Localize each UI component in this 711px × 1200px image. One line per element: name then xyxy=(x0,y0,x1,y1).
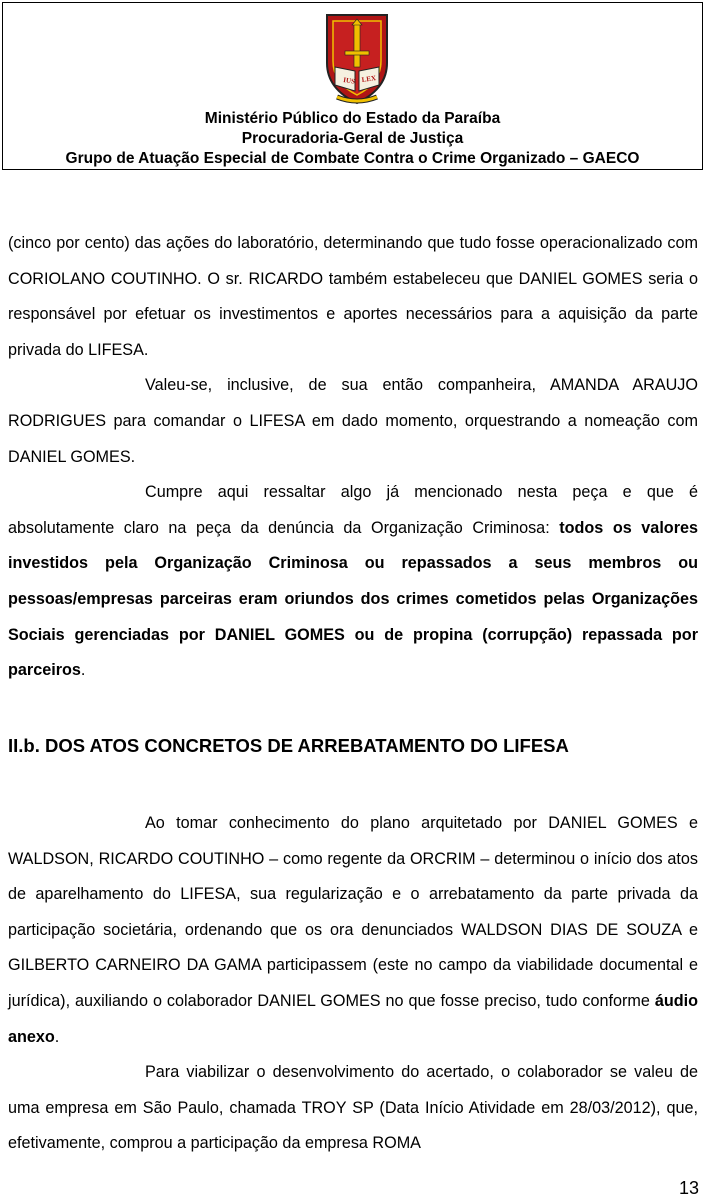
page-number: 13 xyxy=(678,1178,699,1198)
svg-text:LEX: LEX xyxy=(361,74,377,84)
mp-seal-icon xyxy=(321,11,393,107)
paragraph-4-bold: áudio anexo xyxy=(8,991,698,1046)
header-procuradoria: Procuradoria-Geral de Justiça xyxy=(241,130,464,147)
lower-text-block xyxy=(8,806,698,1162)
paragraph-5: Para viabilizar o desenvolvimento do acertado, o colaborador se valeu de uma empresa em São Paulo, chamada TROY SP (Data Início Atividade em 28/03/2012), que, efetivamente, comprou a participação da empresa ROMA xyxy=(8,1063,698,1153)
paragraph-4-text: Ao tomar conhecimento do plano arquitetado por DANIEL GOMES e WALDSON, RICARDO COUTINHO – como regente da ORCRIM – determinou o início dos atos de aparelhamento do LIFESA, sua regularização e o arrebatamento da parte privada da participação societária, ordenando que os ora denunciados WALDSON DIAS DE SOUZA e GILBERTO CARNEIRO DA GAMA participassem (este no campo da viabilidade documental e jurídica), auxiliando o colaborador DANIEL GOMES no que fosse preciso, tudo conforme xyxy=(8,814,698,1010)
letterhead xyxy=(2,2,703,170)
section-heading: II.b. DOS ATOS CONCRETOS DE ARREBATAMENTO DO LIFESA xyxy=(8,735,569,756)
paragraph-2: Valeu-se, inclusive, de sua então companheira, AMANDA ARAUJO RODRIGUES para comandar o LIFESA em dado momento, orquestrando a nomeação com DANIEL GOMES. xyxy=(8,376,698,466)
header-ministry: Ministério Público do Estado da Paraíba xyxy=(204,110,501,127)
paragraph-4 xyxy=(8,806,698,1055)
paragraph-3-end: . xyxy=(80,661,86,680)
svg-text:IUS: IUS xyxy=(342,76,356,86)
paragraph-3-bold: todos os valores investidos pela Organização Criminosa ou repassados a seus membros ou pessoas/empresas parceiras eram oriundos dos crimes cometidos pelas Organizações Sociais gerenciadas por DANIEL GOMES ou de propina (corrupção) repassada por parceiros xyxy=(8,518,699,680)
paragraph-3 xyxy=(8,475,698,689)
upper-text-block xyxy=(8,226,698,689)
paragraph-4-end: . xyxy=(54,1027,60,1046)
header-gaeco: Grupo de Atuação Especial de Combate Contra o Crime Organizado – GAECO xyxy=(65,150,640,167)
paragraph-3-text: Cumpre aqui ressaltar algo já mencionado nesta peça e que é absolutamente claro na peça da denúncia da Organização Criminosa: xyxy=(8,483,698,537)
paragraph-1: (cinco por cento) das ações do laboratório, determinando que tudo fosse operacionalizado com CORIOLANO COUTINHO. O sr. RICARDO também estabeleceu que DANIEL GOMES seria o responsável por efetuar os investimentos e aportes necessários para a aquisição da parte privada do LIFESA. xyxy=(8,234,698,359)
